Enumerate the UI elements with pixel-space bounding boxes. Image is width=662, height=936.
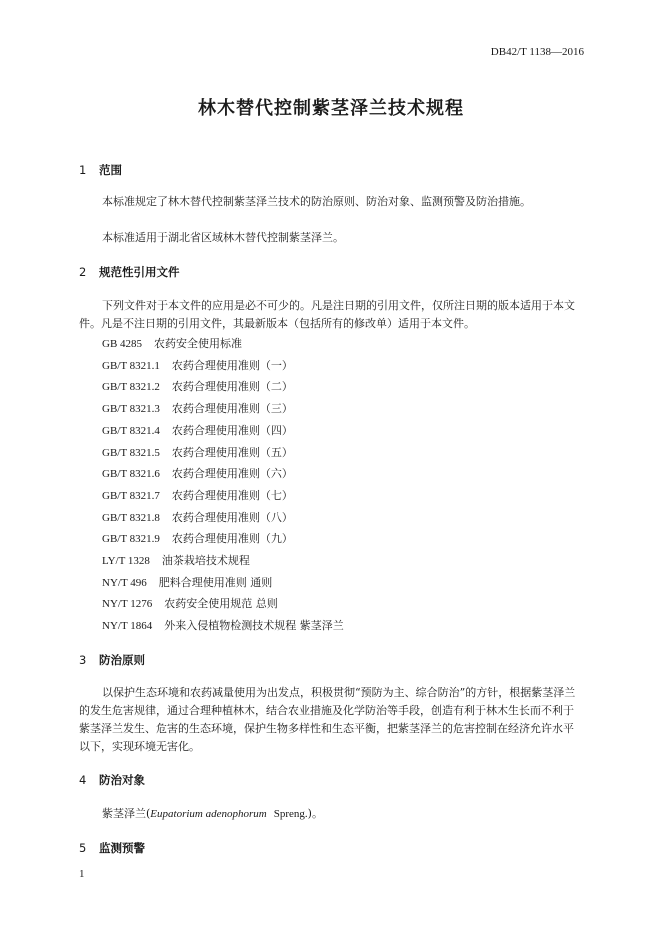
reference-code: NY/T 1276	[102, 598, 153, 611]
section-heading-monitoring	[79, 840, 145, 856]
reference-code: GB/T 8321.1	[102, 359, 160, 372]
species-punctuation: 。	[311, 807, 323, 820]
reference-item	[102, 574, 272, 590]
reference-code: NY/T 496	[102, 576, 147, 589]
section-heading-principles	[79, 652, 145, 668]
reference-title: 农药合理使用准则（七）	[171, 488, 293, 502]
section-title: 防治原则	[99, 653, 145, 667]
scope-paragraph-1: 本标准规定了林木替代控制紫茎泽兰技术的防治原则、防治对象、监测预警及防治措施。	[102, 195, 531, 208]
reference-code: GB/T 8321.2	[102, 381, 160, 394]
section-number: 3	[79, 653, 87, 667]
reference-item	[102, 400, 293, 416]
section-number: 2	[79, 265, 87, 279]
section-title: 范围	[99, 163, 122, 177]
reference-title: 农药安全使用标准	[154, 337, 243, 350]
section-number: 5	[79, 841, 87, 855]
references-intro-paragraph: 下列文件对于本文件的应用是必不可少的。凡是注日期的引用文件，仅所注日期的版本适用于本文件。凡是不注日期的引用文件，其最新版本（包括所有的修改单）适用于本文件。	[79, 299, 575, 330]
reference-code: GB/T 8321.5	[102, 446, 160, 459]
section-heading-normative-references	[79, 264, 180, 280]
reference-code: LY/T 1328	[102, 555, 150, 567]
document-number: DB42/T 1138—2016	[490, 46, 584, 58]
reference-code: GB/T 8321.7	[102, 489, 160, 502]
reference-title: 农药合理使用准则（六）	[171, 467, 293, 481]
reference-code: GB/T 8321.9	[102, 533, 160, 546]
reference-item	[102, 422, 293, 438]
section-title: 监测预警	[99, 841, 145, 855]
reference-item	[102, 444, 293, 460]
reference-title: 农药合理使用准则（三）	[171, 402, 293, 416]
reference-item	[102, 595, 278, 611]
reference-item	[102, 357, 293, 373]
reference-item	[102, 509, 293, 525]
reference-item	[102, 465, 293, 481]
reference-title: 农药合理使用准则（四）	[171, 423, 293, 437]
section-title: 防治对象	[99, 773, 145, 787]
reference-item	[102, 335, 242, 351]
section-heading-scope	[79, 162, 122, 178]
target-species: 紫茎泽兰(Eupatorium adenophorum Spreng.)。	[102, 807, 323, 820]
section-number: 4	[79, 773, 87, 787]
reference-item	[102, 552, 250, 568]
reference-title: 外来入侵植物检测技术规程 紫茎泽兰	[164, 619, 344, 633]
reference-title: 肥料合理使用准则 通则	[158, 575, 273, 589]
reference-code: GB/T 8321.3	[102, 403, 160, 416]
species-latin-name: Eupatorium adenophorum	[150, 808, 267, 820]
reference-code: GB/T 8321.8	[102, 511, 160, 524]
reference-code: GB/T 8321.4	[102, 424, 160, 437]
reference-item	[102, 378, 293, 394]
scope-paragraph-2: 本标准适用于湖北省区域林木替代控制紫茎泽兰。	[102, 231, 344, 244]
reference-code: NY/T 1864	[102, 620, 153, 633]
species-author: Spreng.	[273, 808, 308, 820]
reference-title: 农药合理使用准则（五）	[171, 445, 293, 459]
reference-item	[102, 487, 293, 503]
section-title: 规范性引用文件	[99, 265, 180, 279]
reference-item	[102, 617, 344, 633]
page-number: 1	[79, 868, 85, 880]
reference-title: 农药合理使用准则（九）	[171, 532, 293, 546]
reference-code: GB 4285	[102, 338, 143, 350]
document-title: 林木替代控制紫茎泽兰技术规程	[198, 98, 464, 119]
section-number: 1	[79, 163, 87, 177]
reference-title: 农药安全使用规范 总则	[164, 597, 278, 611]
reference-title: 农药合理使用准则（二）	[171, 380, 293, 394]
reference-title: 油茶栽培技术规程	[161, 554, 250, 567]
species-chinese-name: 紫茎泽兰	[102, 807, 146, 820]
principles-paragraph: 以保护生态环境和农药减量使用为出发点，积极贯彻“预防为主、综合防治”的方针，根据紫茎泽兰的发生危害规律，通过合理种植林木，结合农业措施及化学防治等手段，创造有利于林木生长而不利于紫茎泽兰发生、危害的生态环境，保护生物多样性和生态平衡，把紫茎泽兰的危害控制在经济允许水平以下，实现环境无害化。	[79, 686, 576, 753]
reference-code: GB/T 8321.6	[102, 468, 160, 481]
reference-title: 农药合理使用准则（八）	[171, 510, 293, 524]
reference-title: 农药合理使用准则（一）	[171, 358, 293, 372]
section-heading-target	[79, 772, 145, 788]
reference-item	[102, 530, 293, 546]
